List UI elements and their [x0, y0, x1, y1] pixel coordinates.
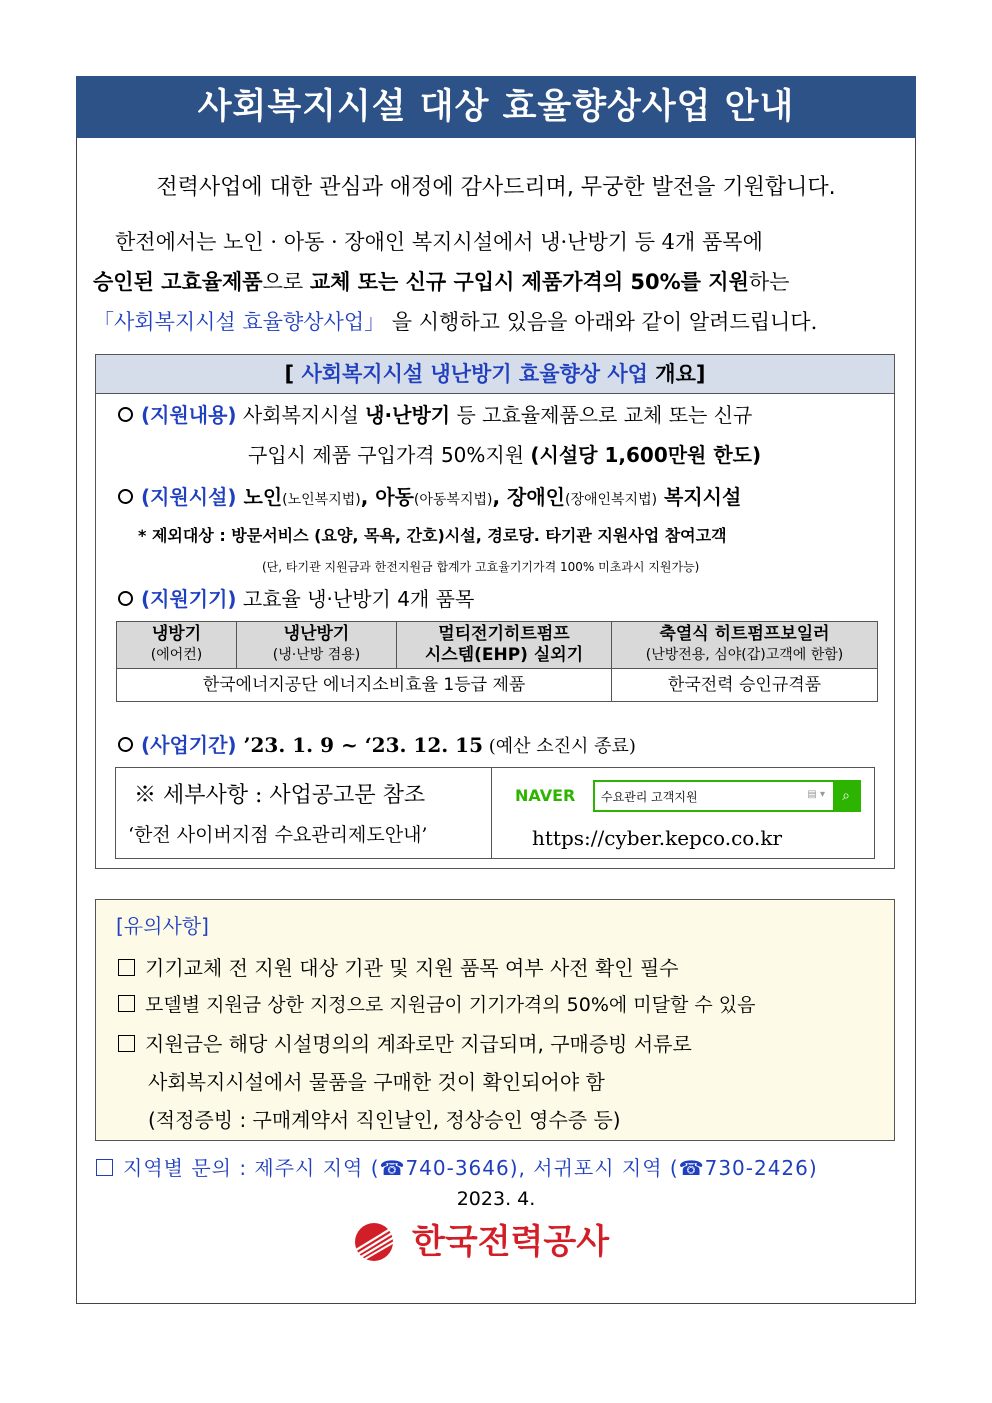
- intro-bold-a: 승인된 고효율제품: [93, 270, 263, 294]
- table-row: [117, 669, 878, 702]
- keyboard-icon: ▤ ▾: [807, 789, 825, 800]
- intro-bold-b: 교체 또는 신규 구입시 제품가격의 50%를 지원: [309, 270, 749, 294]
- device-name: 냉방기: [151, 624, 202, 644]
- kepco-logo: [346, 1220, 666, 1264]
- facility-disabled: , 장애인: [492, 485, 565, 509]
- detail-line-1: ※ 세부사항 : 사업공고문 참조: [134, 783, 426, 808]
- intro-tail-3: 을 시행하고 있음을 아래와 같이 알려드립니다.: [385, 310, 818, 334]
- device-table: [116, 621, 878, 702]
- device-name: 냉난방기: [283, 624, 350, 644]
- criteria-cell: 한국에너지공단 에너지소비효율 1등급 제품: [117, 669, 612, 702]
- caution-text: 지원금은 해당 시설명의의 계좌로만 지급되며, 구매증빙 서류로: [145, 1032, 692, 1056]
- caution-text: 모델별 지원금 상한 지정으로 지원금이 기기가격의 50%에 미달할 수 있음: [145, 994, 756, 1016]
- header-blue: 사회복지시설 냉난방기 효율향상 사업: [301, 362, 648, 386]
- caution-text: 기기교체 전 지원 대상 기관 및 지원 품목 여부 사전 확인 필수: [145, 956, 679, 980]
- support-facility-label: (지원시설): [141, 485, 237, 509]
- support-content-row-2: [248, 439, 761, 468]
- overview-box: [95, 354, 895, 869]
- website-url[interactable]: https://cyber.kepco.co.kr: [532, 826, 783, 850]
- search-input[interactable]: 수요관리 고객지원: [601, 790, 698, 804]
- naver-logo: NAVER: [515, 786, 576, 805]
- support-content-text-2: 등 고효율제품으로 교체 또는 신규: [450, 403, 753, 427]
- program-name: 「사회복지시설 효율향상사업」: [93, 310, 386, 334]
- intro-line-3: [93, 302, 903, 342]
- period-text: ’23. 1. 9 ~ ‘23. 12. 15: [236, 733, 483, 757]
- period-label: (사업기간): [141, 733, 237, 757]
- criteria-cell: 한국전력 승인규격품: [612, 669, 878, 702]
- intro-line-2: [93, 262, 903, 302]
- checkbox-square-icon: [118, 959, 135, 976]
- support-device-text: 고효율 냉·난방기 4개 품목: [236, 587, 475, 611]
- intro-paragraph: [93, 222, 903, 342]
- caution-continuation: 사회복지시설에서 물품을 구매한 것이 확인되어야 함: [148, 1070, 605, 1094]
- contact-line: [96, 1152, 818, 1181]
- detail-line-2: ‘한전 사이버지점 수요관리제도안내’: [128, 824, 428, 846]
- checkbox-square-icon: [118, 1035, 135, 1052]
- overview-header: [96, 355, 894, 394]
- facility-welfare: 복지시설: [657, 485, 742, 509]
- support-device-row: [118, 583, 474, 612]
- issue-date: 2023. 4.: [456, 1188, 536, 1210]
- caution-title: [유의사항]: [116, 914, 209, 938]
- detail-reference: [116, 768, 492, 858]
- facility-elderly-law: (노인복지법): [282, 492, 361, 508]
- support-content-text: 사회복지시설: [236, 403, 366, 427]
- intro-normal: 으로: [262, 270, 310, 294]
- header-black: 개요]: [647, 362, 706, 386]
- support-facility-row: [118, 481, 741, 510]
- intro-tail: 하는: [748, 270, 790, 294]
- intro-line-1: 한전에서는 노인 · 아동 · 장애인 복지시설에서 냉·난방기 등 4개 품목에: [115, 230, 763, 254]
- circle-bullet-icon: [118, 737, 133, 752]
- contact-text: 지역별 문의 : 제주시 지역 (☎740-3646), 서귀포시 지역 (☎730-2426): [123, 1156, 818, 1180]
- kepco-logo-icon: [346, 1220, 406, 1264]
- caution-box: [95, 899, 895, 1141]
- support-device-label: (지원기기): [141, 587, 237, 611]
- naver-search-box[interactable]: [515, 780, 861, 812]
- search-icon[interactable]: ⌕: [833, 782, 859, 810]
- device-sub: (냉·난방 겸용): [272, 647, 361, 663]
- naver-search-panel: [506, 768, 874, 858]
- device-sub: 시스템(EHP) 실외기: [424, 645, 584, 665]
- detail-box: [115, 767, 875, 859]
- period-row: [118, 729, 636, 758]
- facility-disabled-law: (장애인복지법): [565, 492, 658, 508]
- facility-elderly: 노인: [236, 485, 283, 509]
- table-row: [117, 622, 878, 669]
- support-content-row: [118, 399, 752, 428]
- device-cell: [397, 622, 612, 669]
- device-cell: [612, 622, 878, 669]
- caution-item: [118, 952, 679, 981]
- device-cell: [117, 622, 237, 669]
- circle-bullet-icon: [118, 591, 133, 606]
- support-content-label: (지원내용): [141, 403, 237, 427]
- header-open: [: [284, 362, 302, 386]
- support-content-bold: 냉·난방기: [365, 403, 451, 427]
- device-sub: (에어컨): [150, 647, 203, 663]
- checkbox-square-icon: [118, 995, 135, 1012]
- facility-child-law: (아동복지법): [413, 492, 493, 508]
- org-name: 한국전력공사: [412, 1222, 610, 1262]
- checkbox-square-icon: [96, 1159, 113, 1176]
- support-content-line-2: 구입시 제품 구입가격 50%지원: [248, 443, 531, 467]
- device-sub: (난방전용, 심야(갑)고객에 한함): [645, 647, 844, 663]
- greeting: 전력사업에 대한 관심과 애정에 감사드리며, 무궁한 발전을 기원합니다.: [156, 175, 836, 200]
- circle-bullet-icon: [118, 407, 133, 422]
- device-cell: [237, 622, 397, 669]
- facility-child: , 아동: [360, 485, 414, 509]
- circle-bullet-icon: [118, 489, 133, 504]
- caution-item: [118, 990, 756, 1017]
- support-limit: (시설당 1,600만원 한도): [530, 443, 762, 467]
- device-name: 멀티전기히트펌프: [438, 624, 570, 644]
- page-title: 사회복지시설 대상 효율향상사업 안내: [76, 76, 916, 138]
- device-name: 축열식 히트펌프보일러: [659, 624, 830, 644]
- exclusion-note: * 제외대상 : 방문서비스 (요양, 목욕, 간호)시설, 경로당. 타기관 지원사업 참여고객: [138, 526, 727, 545]
- caution-item: [118, 1028, 692, 1057]
- caution-continuation: (적정증빙 : 구매계약서 직인날인, 정상승인 영수증 등): [148, 1108, 621, 1132]
- exclusion-condition: (단, 타기관 지원금과 한전지원금 합계가 고효율기기가격 100% 미초과시 지원가능): [262, 560, 700, 574]
- period-note: (예산 소진시 종료): [483, 736, 636, 757]
